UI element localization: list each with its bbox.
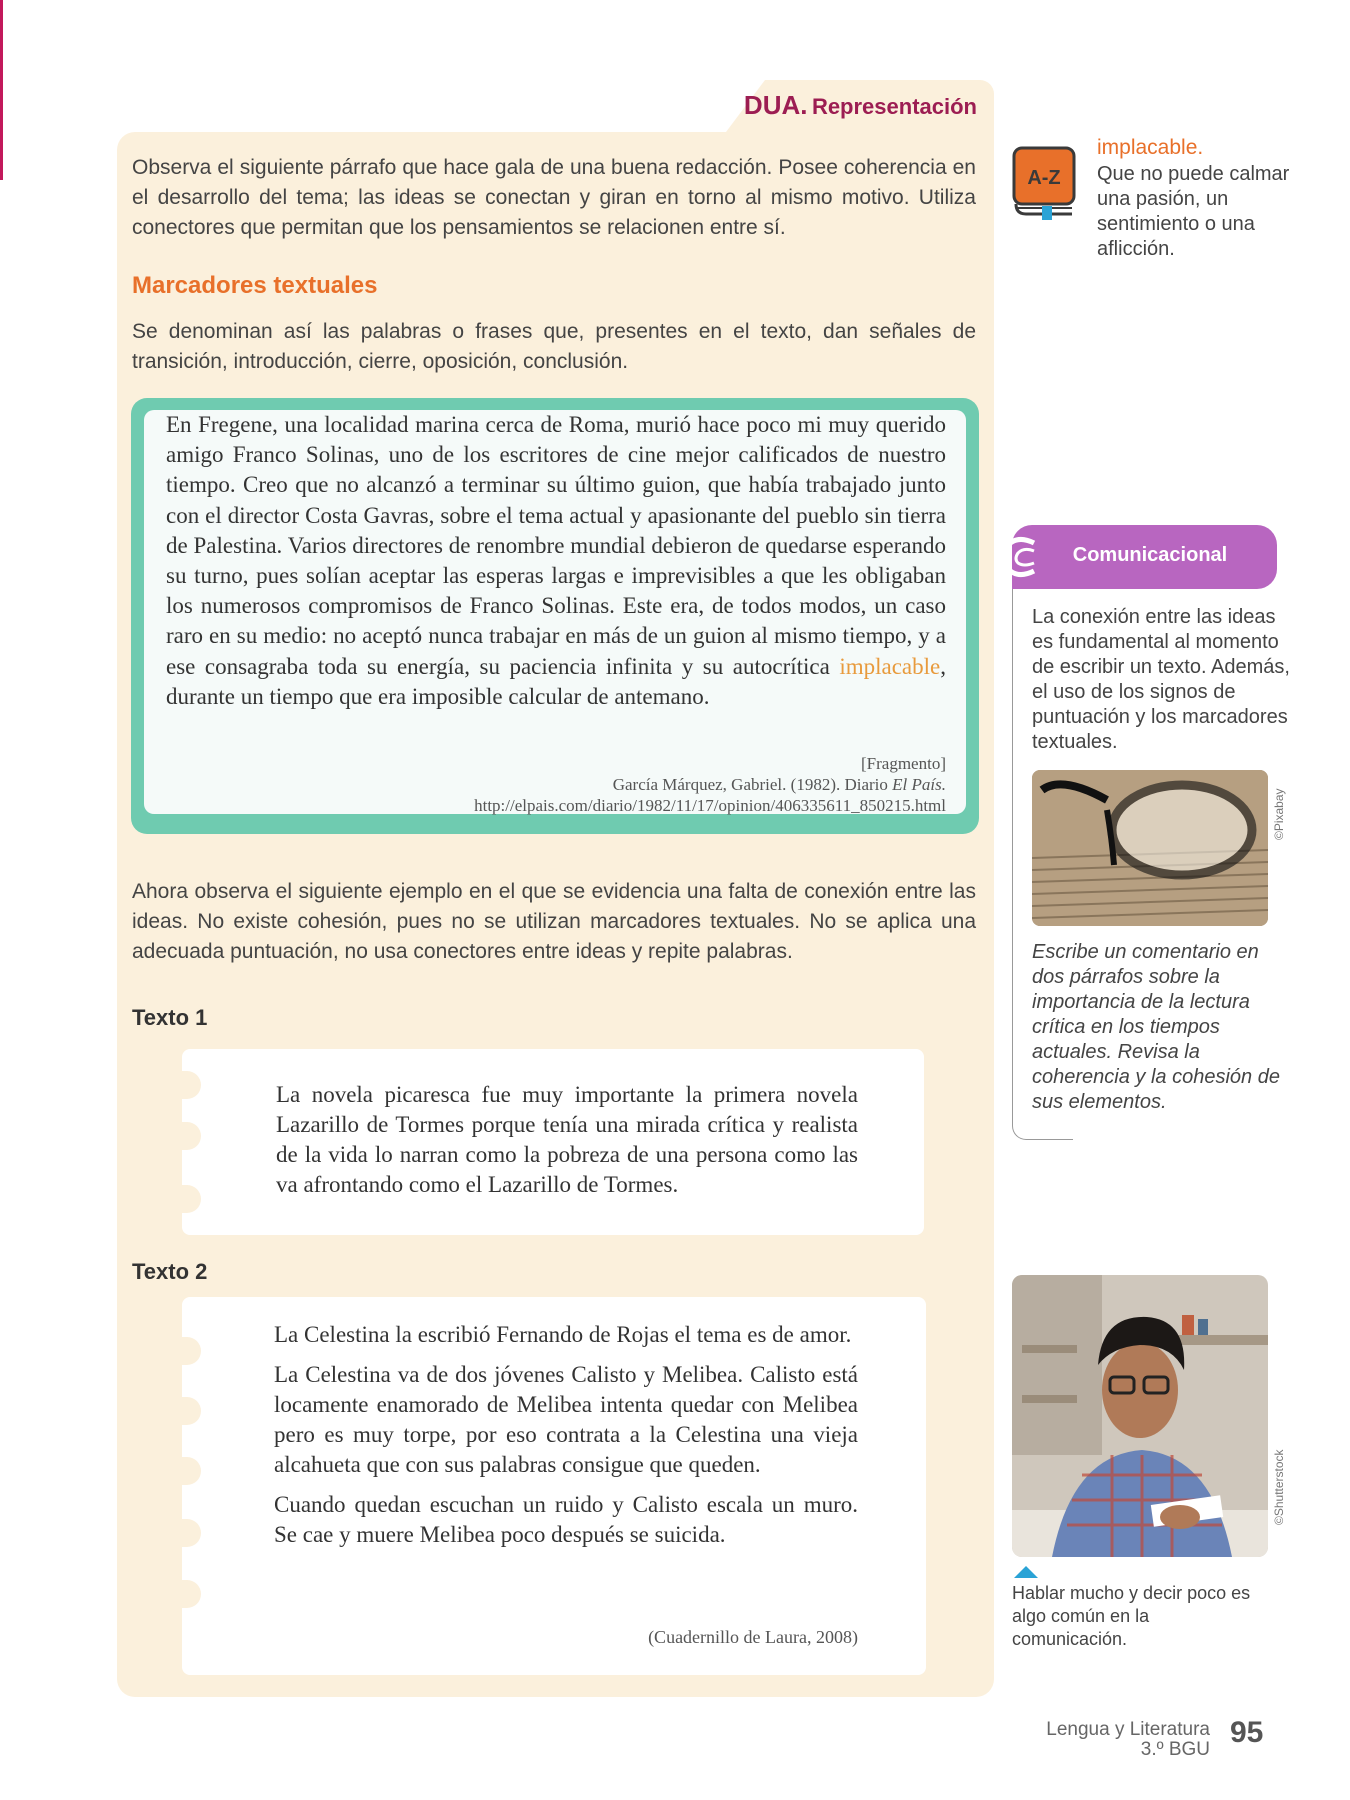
- texto1-label: Texto 1: [132, 1005, 208, 1030]
- comunicacional-icon: [998, 533, 1040, 581]
- caption-arrow-icon: [1014, 1566, 1038, 1578]
- section-body: Se denominan así las palabras o frases que, presentes en el texto, dan señales de transición, introducción, cierre, oposición, conclusión.: [132, 320, 976, 373]
- texto1-body: La novela picaresca fue muy importante la primera novela Lazarillo de Tormes porque tenía una mirada crítica y realista de la vida lo narran como la pobreza de una persona como las va afrontando como el Lazarillo de Tormes.: [276, 1082, 858, 1197]
- fragment-label: [Fragmento]: [861, 754, 946, 773]
- texto2-p3: Cuando quedan escuchan un ruido y Calisto escala un muro. Se cae y muere Melibea poco después se suicida.: [274, 1492, 858, 1547]
- section-title: Marcadores textuales: [132, 272, 378, 299]
- texto2-p2: La Celestina va de dos jóvenes Calisto y Melibea. Calisto está locamente enamorado de Melibea intenta quedar con Melibea pero es muy torpe, por eso contrata a la Celestina una vieja alcahueta que con sus palabras consigue que queden.: [274, 1362, 858, 1477]
- footer-grade: 3.º BGU: [1140, 1739, 1210, 1760]
- texto2-body: [274, 1320, 858, 1560]
- quote-after: , durante un tiempo que era imposible calcular de antemano.: [166, 653, 946, 709]
- ring-hole: [163, 1337, 201, 1365]
- dua-title: [737, 90, 977, 121]
- photo-credit: ©Shutterstock: [1272, 1449, 1286, 1525]
- after-paragraph: Ahora observa el siguiente ejemplo en el que se evidencia una falta de conexión entre las ideas. No existe cohesión, pues no se utilizan marcadores textuales. No se aplica una adecuada puntuación, no usa conectores entre ideas y repite palabras.: [132, 880, 976, 963]
- glossary-definition: Que no puede calmar una pasión, un sentimiento o una aflicción.: [1097, 163, 1290, 260]
- source-citation: [300, 774, 946, 795]
- comunicacional-text: La conexión entre las ideas es fundamental al momento de escribir un texto. Además, el uso de los signos de puntuación y los marcadores textuales.: [1032, 606, 1290, 753]
- footer-subject-name: Lengua y Literatura: [1046, 1719, 1210, 1740]
- source-url[interactable]: http://elpais.com/diario/1982/11/17/opinion/406335611_850215.html: [474, 796, 946, 815]
- ring-hole: [163, 1185, 201, 1213]
- glossary-word: implacable.: [1097, 136, 1204, 159]
- intro-paragraph: Observa el siguiente párrafo que hace gala de una buena redacción. Posee coherencia en el desarrollo del tema; las ideas se conectan y giran en torno al mismo motivo. Utiliza conectores que permitan que los pensamientos se relacionen entre sí.: [132, 156, 976, 239]
- glasses-photo: [1032, 770, 1268, 926]
- dictionary-icon: [1012, 146, 1076, 222]
- dua-rest: Representación: [811, 94, 977, 119]
- dictionary-icon-label: A-Z: [1027, 167, 1061, 189]
- quote-text: [166, 410, 946, 712]
- ring-hole: [163, 1580, 201, 1608]
- edge-marker: [0, 0, 3, 180]
- source-paper: El País.: [892, 775, 946, 794]
- source-author: García Márquez, Gabriel. (1982). Diario: [612, 775, 893, 794]
- comunicacional-task: Escribe un comentario en dos párrafos sobre la importancia de la lectura crítica en los tiempos actuales. Revisa la coherencia y la cohesión de sus elementos.: [1032, 941, 1280, 1113]
- photo-credit: ©Pixabay: [1272, 788, 1286, 840]
- ring-hole: [163, 1457, 201, 1485]
- student-photo: [1012, 1275, 1268, 1557]
- texto2-cite: (Cuadernillo de Laura, 2008): [648, 1627, 858, 1647]
- texto2-label: Texto 2: [132, 1259, 208, 1284]
- page-number: 95: [1230, 1716, 1264, 1749]
- dua-word: DUA.: [743, 90, 808, 120]
- photo-caption: Hablar mucho y decir poco es algo común en la comunicación.: [1012, 1583, 1251, 1649]
- ring-hole: [163, 1519, 201, 1547]
- texto2-p1: La Celestina la escribió Fernando de Rojas el tema es de amor.: [274, 1322, 852, 1347]
- comunicacional-label: Comunicacional: [1072, 544, 1228, 566]
- quote-before: En Fregene, una localidad marina cerca de Roma, murió hace poco mi muy querido amigo Franco Solinas, uno de los escritores de cine mejor calificados de nuestro tiempo. Creo que no alcanzó a terminar su último guion, que había trabajado junto con el director Costa Gavras, sobre el tema actual y apasionante del pueblo sin tierra de Palestina. Varios directores de renombre mundial debieron de quedarse esperando su turno, pues solían aceptar las esperas largas e imprevisibles a que les obligaban los numerosos compromisos de Franco Solinas. Este era, de todos modos, un caso raro en su medio: no aceptó nunca trabajar en más de un guion al mismo tiempo, y a ese consagraba toda su energía, su paciencia infinita y su autocrítica: [166, 412, 946, 679]
- glossary-highlight[interactable]: implacable: [839, 653, 941, 679]
- ring-hole: [163, 1397, 201, 1425]
- footer-subject: [1000, 1720, 1210, 1760]
- quote-source: [300, 753, 946, 816]
- ring-hole: [163, 1122, 201, 1150]
- ring-hole: [163, 1071, 201, 1099]
